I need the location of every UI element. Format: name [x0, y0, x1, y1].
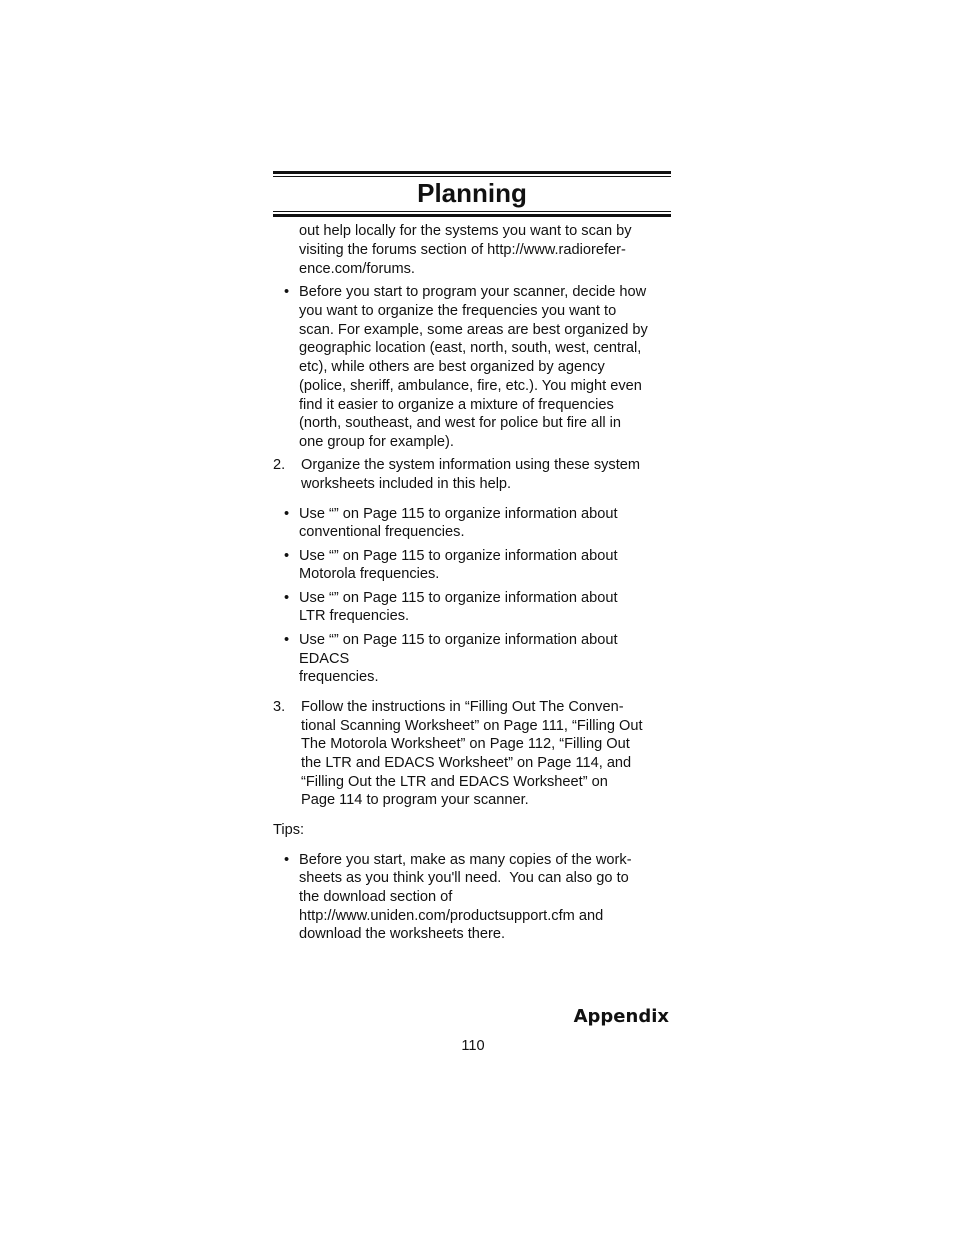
step3-line: The Motorola Worksheet” on Page 112, “Filling Out — [301, 736, 630, 752]
worksheet-bullet-line: conventional frequencies. — [299, 524, 465, 540]
organize-line: you want to organize the frequencies you want to — [299, 303, 617, 319]
intro-line: out help locally for the systems you want to scan by — [299, 223, 632, 239]
worksheet-bullet-line: frequencies. — [299, 669, 379, 685]
organize-line: scan. For example, some areas are best organized by — [299, 322, 648, 338]
bullet-marker: • — [284, 590, 290, 606]
step3-line: “Filling Out the LTR and EDACS Worksheet” on — [301, 774, 608, 790]
bullet-marker: • — [284, 852, 290, 868]
bullet-marker: • — [284, 548, 290, 564]
step2-line: Organize the system information using these system — [301, 457, 641, 473]
header-rule-bottom-thick — [273, 214, 671, 217]
organize-line: one group for example). — [299, 434, 454, 450]
step3-line: the LTR and EDACS Worksheet” on Page 114, and — [301, 755, 632, 771]
worksheet-bullet-line: Use “” on Page 115 to organize information about — [299, 590, 618, 606]
intro-line: visiting the forums section of http://www.radiorefer- — [299, 242, 626, 258]
step2-line: worksheets included in this help. — [301, 476, 512, 492]
tips-label: Tips: — [273, 822, 305, 838]
worksheet-bullet-line: Use “” on Page 115 to organize information about — [299, 548, 618, 564]
worksheet-bullet-line: EDACS — [299, 651, 350, 667]
step3-line: Follow the instructions in “Filling Out The Conven- — [301, 699, 624, 715]
organize-line: geographic location (east, north, south, west, central, — [299, 340, 642, 356]
worksheet-bullet-line: Use “” on Page 115 to organize information about — [299, 506, 618, 522]
worksheet-bullet-line: Motorola frequencies. — [299, 566, 440, 582]
bullet-marker: • — [284, 632, 290, 648]
organize-line: find it easier to organize a mixture of frequencies — [299, 397, 614, 413]
organize-line: Before you start to program your scanner, decide how — [299, 284, 647, 300]
bullet-marker: • — [284, 284, 290, 300]
tip-line: Before you start, make as many copies of the work- — [299, 852, 632, 868]
organize-line: (police, sheriff, ambulance, fire, etc.). You might even — [299, 378, 642, 394]
step3-line: Page 114 to program your scanner. — [301, 792, 529, 808]
section-footer-label: Appendix — [573, 1006, 669, 1027]
tip-line: the download section of — [299, 889, 453, 905]
worksheet-bullet-line: LTR frequencies. — [299, 608, 410, 624]
organize-line: (north, southeast, and west for police but fire all in — [299, 415, 622, 431]
header-rule-top-thick — [273, 171, 671, 174]
step-number: 3. — [273, 699, 286, 715]
step3-line: tional Scanning Worksheet” on Page 111, “Filling Out — [301, 718, 643, 734]
worksheet-bullet-line: Use “” on Page 115 to organize information about — [299, 632, 618, 648]
header-rule-bottom-thin — [273, 211, 671, 212]
intro-line: ence.com/forums. — [299, 261, 415, 277]
page-number: 110 — [461, 1038, 485, 1054]
step-number: 2. — [273, 457, 286, 473]
page-title: Planning — [417, 178, 527, 208]
tip-line: http://www.uniden.com/productsupport.cfm and — [299, 908, 604, 924]
organize-line: etc), while others are best organized by agency — [299, 359, 605, 375]
tip-line: sheets as you think you'll need. You can also go to — [299, 870, 629, 886]
tip-line: download the worksheets there. — [299, 926, 506, 942]
bullet-marker: • — [284, 506, 290, 522]
